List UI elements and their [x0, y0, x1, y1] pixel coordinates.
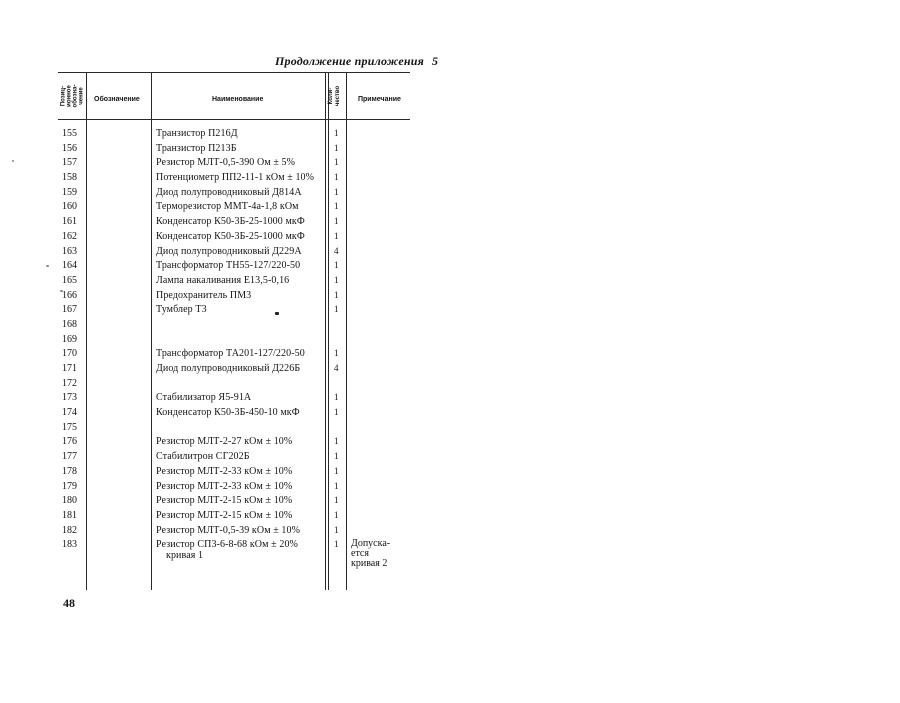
table-row [58, 216, 410, 231]
row-name [156, 157, 295, 168]
row-position: 159 [62, 186, 77, 198]
row-position: 178 [62, 465, 77, 477]
row-name [156, 392, 251, 403]
table-row [58, 304, 410, 319]
table-row [58, 172, 410, 187]
row-name [156, 539, 298, 561]
row-note-line: ется [351, 548, 369, 560]
row-name [156, 201, 299, 212]
table-row [58, 290, 410, 305]
table-row [58, 525, 410, 540]
row-name [156, 128, 238, 139]
row-note-line: кривая 2 [351, 558, 388, 570]
row-quantity: 1 [334, 451, 339, 462]
row-name-text: Стабилизатор Я5-91А [156, 392, 252, 404]
row-quantity: 1 [334, 304, 339, 315]
row-position: 175 [62, 421, 77, 433]
row-quantity: 1 [334, 201, 339, 212]
table-body [58, 128, 410, 570]
row-quantity: 1 [334, 436, 339, 447]
row-quantity: 1 [334, 392, 339, 403]
table-row [58, 319, 410, 334]
row-name [156, 260, 300, 271]
table-row [58, 422, 410, 437]
row-name [156, 407, 300, 418]
row-name-text: Предохранитель ПМ3 [156, 289, 252, 301]
row-name [156, 172, 314, 183]
row-position: 180 [62, 495, 77, 507]
table-row [58, 246, 410, 261]
row-quantity: 1 [334, 348, 339, 359]
page-number: 48 [63, 596, 75, 610]
row-name [156, 466, 292, 477]
row-position: 155 [62, 128, 77, 139]
table-row [58, 128, 410, 143]
row-name-text: Конденсатор К50-3Б-450-10 мкФ [156, 407, 300, 419]
table-row [58, 157, 410, 172]
row-position: 167 [62, 304, 77, 316]
row-position: 171 [62, 363, 77, 374]
row-name-text: Тумблер Т3 [156, 304, 207, 316]
caption-number: 5 [431, 54, 439, 68]
row-quantity: 1 [334, 524, 339, 535]
row-name-text: Резистор МЛТ-2-33 кОм ± 10% [156, 465, 293, 477]
row-name-text: Потенциометр ПП2-11-1 кОм ± 10% [156, 172, 315, 184]
row-note-line: Допуска- [351, 538, 391, 550]
table-row [58, 538, 410, 570]
row-name-continuation: кривая 1 [166, 550, 204, 562]
row-name-text: Резистор МЛТ-2-27 кОм ± 10% [156, 436, 293, 448]
table-row [58, 260, 410, 275]
row-position: 162 [62, 230, 77, 242]
row-name-text: Стабилитрон СГ202Б [156, 451, 250, 463]
row-quantity: 1 [334, 509, 339, 520]
row-name-text: Диод полупроводниковый Д814А [156, 186, 302, 198]
header-position: Позиц- ионное обозна- чение [60, 84, 84, 108]
row-name [156, 495, 292, 506]
table-row [58, 201, 410, 216]
scan-speck [46, 265, 49, 267]
table-row [58, 466, 410, 481]
row-position: 158 [62, 172, 77, 184]
row-position: 166 [62, 289, 77, 301]
table-row [58, 510, 410, 525]
row-position: 168 [62, 318, 77, 330]
row-position: 163 [62, 245, 77, 257]
table-row [58, 407, 410, 422]
row-name-text: Транзистор П216Д [156, 128, 238, 139]
row-name-text: Трансформатор ТН55-127/220-50 [156, 260, 301, 272]
caption-text: Продолжение приложения [275, 54, 424, 68]
row-name-text: Резистор МЛТ-0,5-39 кОм ± 10% [156, 524, 301, 536]
row-quantity: 1 [334, 495, 339, 506]
row-quantity: 1 [334, 539, 339, 550]
row-name [156, 525, 300, 536]
row-quantity: 1 [334, 289, 339, 300]
row-name [156, 348, 305, 359]
header-name: Наименование [212, 96, 264, 103]
row-quantity: 1 [334, 186, 339, 197]
row-quantity: 1 [334, 157, 339, 168]
row-name-text: Конденсатор К50-3Б-25-1000 мкФ [156, 230, 305, 242]
table-row [58, 231, 410, 246]
row-name [156, 275, 289, 286]
row-position: 183 [62, 539, 77, 551]
row-name [156, 510, 292, 521]
table-row [58, 187, 410, 202]
table-row [58, 143, 410, 158]
row-name-text: Резистор МЛТ-2-15 кОм ± 10% [156, 509, 293, 521]
row-position: 182 [62, 524, 77, 536]
row-name [156, 187, 302, 198]
row-quantity: 1 [334, 216, 339, 227]
row-name [156, 246, 302, 257]
row-position: 176 [62, 436, 77, 448]
row-name [156, 481, 292, 492]
row-position: 169 [62, 333, 77, 345]
row-position: 174 [62, 407, 77, 419]
row-name-text: Трансформатор ТА201-127/220-50 [156, 348, 305, 360]
row-position: 177 [62, 451, 77, 463]
row-name-text: Диод полупроводниковый Д229А [156, 245, 302, 257]
row-name [156, 143, 237, 154]
row-quantity: 4 [334, 245, 339, 256]
row-note [351, 539, 390, 569]
row-name-text: Резистор СП3-6-8-68 кОм ± 20% [156, 539, 298, 551]
table-row [58, 451, 410, 466]
row-quantity: 1 [334, 260, 339, 271]
row-position: 161 [62, 216, 77, 228]
row-name [156, 216, 305, 227]
row-name-text: Диод полупроводниковый Д226Б [156, 363, 301, 374]
header-designation: Обозначение [94, 96, 140, 103]
table-row [58, 348, 410, 363]
row-position: 181 [62, 509, 77, 521]
row-position: 170 [62, 348, 77, 360]
row-name-text: Резистор МЛТ-0,5-390 Ом ± 5% [156, 157, 296, 169]
parts-table [58, 72, 410, 592]
header-quantity: Коли- чество [328, 85, 342, 107]
row-position: 173 [62, 392, 77, 404]
table-row [58, 436, 410, 451]
row-name [156, 451, 250, 462]
row-position: 156 [62, 142, 77, 154]
row-quantity: 1 [334, 172, 339, 183]
row-name [156, 363, 300, 374]
row-position: 179 [62, 480, 77, 492]
row-position: 160 [62, 201, 77, 213]
row-name-text: Терморезистор ММТ-4а-1,8 кОм [156, 201, 299, 213]
row-position: 172 [62, 377, 77, 389]
table-row [58, 495, 410, 510]
table-top-rule [58, 72, 410, 73]
row-name-text: Лампа накаливания Е13,5-0,16 [156, 274, 290, 286]
row-name-text: Транзистор П213Б [156, 142, 237, 154]
header-note: Примечание [358, 96, 401, 103]
page-caption [275, 54, 438, 69]
row-position: 157 [62, 157, 77, 169]
table-row [58, 378, 410, 393]
row-quantity: 1 [334, 128, 339, 138]
row-name [156, 290, 251, 301]
row-quantity: 1 [334, 480, 339, 491]
row-position: 164 [62, 260, 77, 272]
row-name-text: Резистор МЛТ-2-15 кОм ± 10% [156, 495, 293, 507]
row-quantity: 1 [334, 407, 339, 418]
row-name-text: Резистор МЛТ-2-33 кОм ± 10% [156, 480, 293, 492]
row-quantity: 1 [334, 142, 339, 153]
row-position: 165 [62, 274, 77, 286]
row-name-text: Конденсатор К50-3Б-25-1000 мкФ [156, 216, 305, 228]
row-quantity: 1 [334, 230, 339, 241]
table-row [58, 275, 410, 290]
row-name [156, 436, 292, 447]
scan-speck [12, 160, 14, 162]
table-header-rule [58, 119, 410, 120]
table-row [58, 363, 410, 378]
row-name [156, 231, 305, 242]
table-row [58, 392, 410, 407]
row-quantity: 1 [334, 274, 339, 285]
row-quantity: 1 [334, 465, 339, 476]
table-row [58, 334, 410, 349]
row-name [156, 304, 207, 315]
table-row [58, 481, 410, 496]
row-quantity: 4 [334, 363, 339, 373]
